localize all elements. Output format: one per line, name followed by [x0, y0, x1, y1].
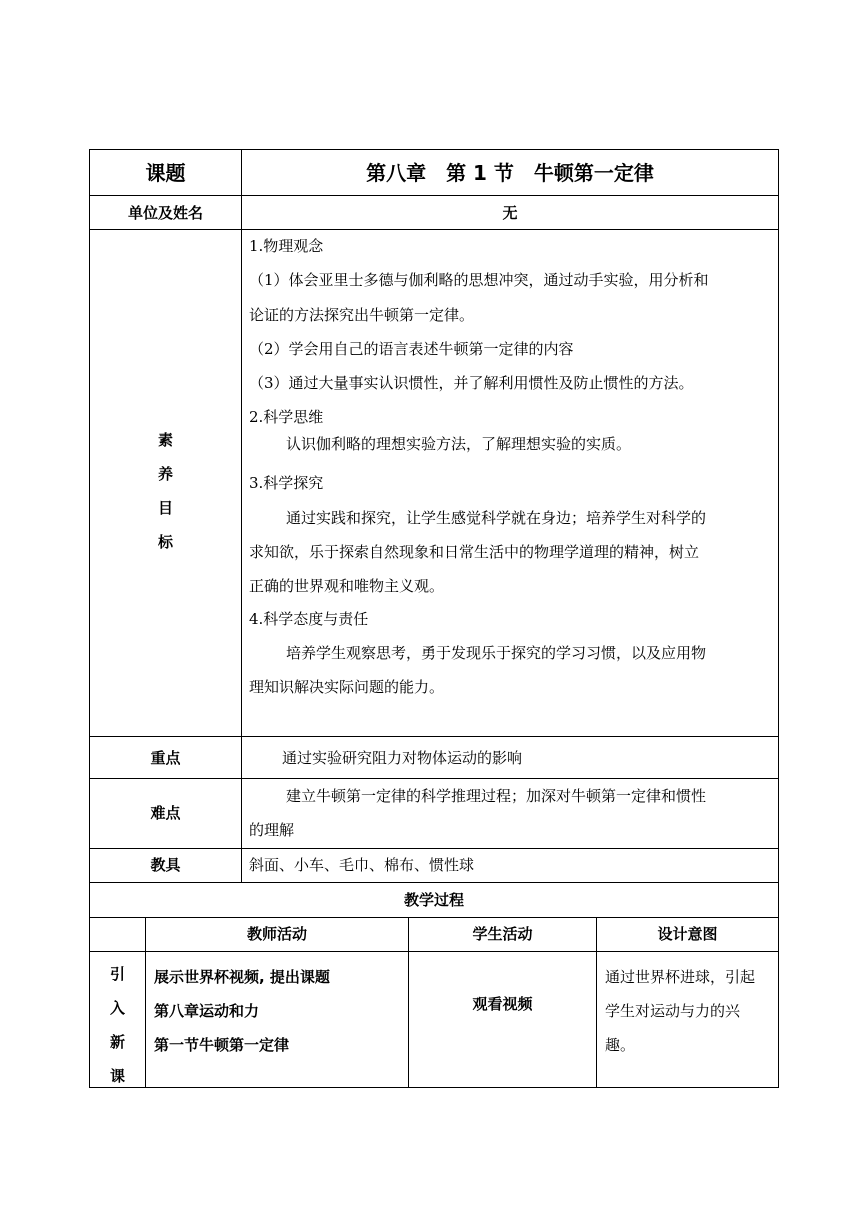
column-divider — [241, 149, 242, 883]
goal-text: 求知欲，乐于探索自然现象和日常生活中的物理学道理的精神，树立 — [249, 543, 700, 561]
author-value: 无 — [502, 204, 518, 222]
goal-text: 通过实践和探究，让学生感觉科学就在身边；培养学生对科学的 — [286, 509, 707, 527]
goal-section-title: 1.物理观念 — [249, 237, 324, 255]
tools-label: 教具 — [150, 856, 181, 874]
goal-text: 理知识解决实际问题的能力。 — [249, 678, 445, 696]
goals-label-char: 素 — [157, 431, 173, 449]
goals-label — [90, 423, 241, 559]
design-intent — [605, 960, 755, 1062]
goals-label-char: 目 — [157, 499, 173, 517]
difficulty-value: 建立牛顿第一定律的科学推理过程；加深对牛顿第一定律和惯性 — [286, 787, 707, 805]
column-header-teacher: 教师活动 — [246, 925, 307, 943]
teacher-activity-line: 第八章运动和力 — [154, 1002, 260, 1020]
rule — [89, 951, 779, 952]
border-left — [89, 149, 90, 1088]
teacher-activity-line: 第一节牛顿第一定律 — [154, 1036, 290, 1054]
topic-label: 课题 — [145, 161, 186, 185]
column-header-intent: 设计意图 — [657, 925, 718, 943]
design-intent-line: 学生对运动与力的兴 — [605, 1002, 741, 1020]
stage-label — [90, 957, 145, 1093]
difficulty-value: 的理解 — [249, 821, 295, 839]
author-label: 单位及姓名 — [127, 204, 203, 222]
border-right — [778, 149, 779, 1088]
teacher-activity-line: 展示世界杯视频, 提出课题 — [154, 968, 330, 986]
process-title: 教学过程 — [403, 891, 464, 909]
goal-text: 论证的方法探究出牛顿第一定律。 — [249, 306, 475, 324]
rule-top — [89, 149, 779, 150]
key-label: 重点 — [150, 749, 181, 767]
tools-value: 斜面、小车、毛巾、棉布、惯性球 — [249, 856, 475, 874]
topic-value: 第八章 第 1 节 牛顿第一定律 — [366, 161, 654, 185]
goal-text: 培养学生观察思考，勇于发现乐于探究的学习习惯，以及应用物 — [286, 644, 707, 662]
design-intent-line: 趣。 — [605, 1036, 636, 1054]
goal-text: （2）学会用自己的语言表述牛顿第一定律的内容 — [249, 340, 574, 358]
stage-label-char: 引 — [109, 965, 125, 983]
stage-label-char: 课 — [109, 1067, 125, 1085]
column-header-student: 学生活动 — [472, 925, 533, 943]
teacher-activity — [154, 960, 330, 1062]
goal-text: 正确的世界观和唯物主义观。 — [249, 577, 445, 595]
rule — [89, 882, 779, 883]
rule — [89, 195, 779, 196]
rule — [89, 736, 779, 737]
goal-text: （3）通过大量事实认识惯性，并了解利用惯性及防止惯性的方法。 — [249, 374, 694, 392]
goals-label-char: 养 — [157, 465, 173, 483]
student-activity: 观看视频 — [472, 995, 533, 1013]
goal-section-title: 3.科学探究 — [249, 474, 324, 492]
goal-section-title: 2.科学思维 — [249, 408, 324, 426]
rule — [89, 778, 779, 779]
key-value: 通过实验研究阻力对物体运动的影响 — [282, 749, 523, 767]
rule — [89, 848, 779, 849]
rule — [89, 229, 779, 230]
goal-section-title: 4.科学态度与责任 — [249, 610, 369, 628]
goals-label-char: 标 — [157, 533, 173, 551]
difficulty-label: 难点 — [150, 804, 181, 822]
rule-bottom — [89, 1087, 779, 1088]
design-intent-line: 通过世界杯进球，引起 — [605, 968, 756, 986]
goal-text: （1）体会亚里士多德与伽利略的思想冲突，通过动手实验，用分析和 — [249, 271, 709, 289]
rule — [89, 917, 779, 918]
stage-label-char: 入 — [109, 999, 125, 1017]
goal-text: 认识伽利略的理想实验方法，了解理想实验的实质。 — [286, 435, 632, 453]
stage-label-char: 新 — [109, 1033, 125, 1051]
